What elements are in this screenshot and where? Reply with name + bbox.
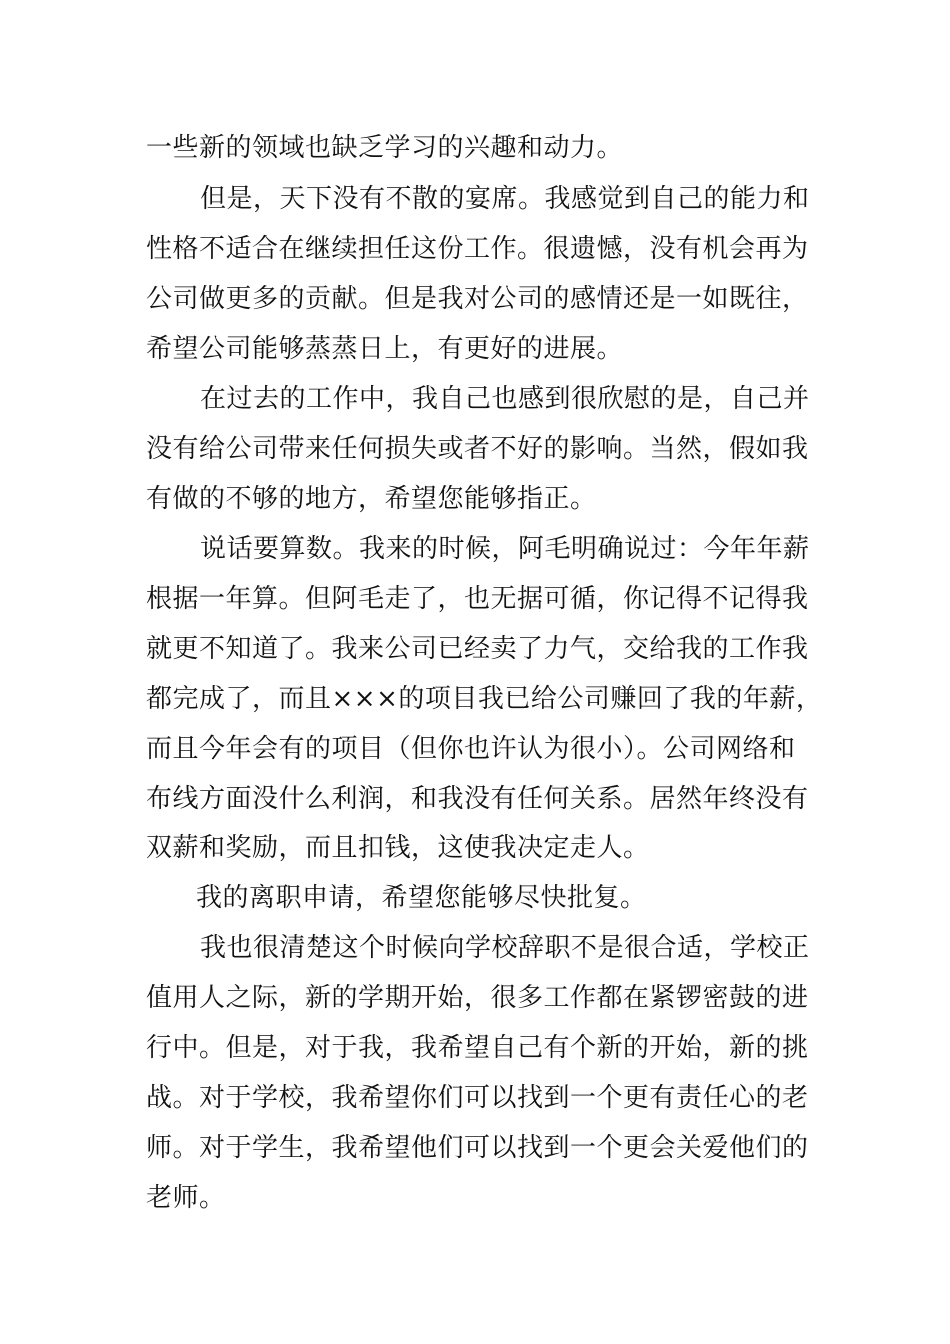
text-line-9: 说话要算数。我来的时候，阿毛明确说过：今年年薪 (200, 534, 810, 564)
text-line-1: 一些新的领域也缺乏学习的兴趣和动力。 (146, 133, 624, 163)
text-line-3: 性格不适合在继续担任这份工作。很遗憾，没有机会再为 (146, 234, 809, 264)
text-line-16: 我的离职申请，希望您能够尽快批复。 (196, 883, 647, 913)
text-line-6: 在过去的工作中，我自己也感到很欣慰的是，自己并 (200, 384, 810, 414)
text-line-2: 但是，天下没有不散的宴席。我感觉到自己的能力和 (200, 184, 810, 214)
text-line-17: 我也很清楚这个时候向学校辞职不是很合适，学校正 (200, 933, 810, 963)
text-line-20: 战。对于学校，我希望你们可以找到一个更有责任心的老 (146, 1083, 809, 1113)
text-line-21: 师。对于学生，我希望他们可以找到一个更会关爱他们的 (146, 1133, 809, 1163)
text-line-13: 而且今年会有的项目（但你也许认为很小）。公司网络和 (146, 734, 796, 764)
text-line-14: 布线方面没什么利润，和我没有任何关系。居然年终没有 (146, 784, 809, 814)
text-line-4: 公司做更多的贡献。但是我对公司的感情还是一如既往， (146, 284, 809, 314)
text-line-22: 老师。 (146, 1183, 226, 1213)
text-line-8: 有做的不够的地方，希望您能够指正。 (146, 484, 597, 514)
text-line-18: 值用人之际，新的学期开始，很多工作都在紧锣密鼓的进 (146, 983, 809, 1013)
text-line-7: 没有给公司带来任何损失或者不好的影响。当然，假如我 (146, 434, 809, 464)
text-line-11: 就更不知道了。我来公司已经卖了力气，交给我的工作我 (146, 634, 809, 664)
text-line-19: 行中。但是，对于我，我希望自己有个新的开始，新的挑 (146, 1033, 809, 1063)
text-line-5: 希望公司能够蒸蒸日上，有更好的进展。 (146, 334, 624, 364)
text-line-12: 都完成了，而且×××的项目我已给公司赚回了我的年薪， (146, 684, 823, 714)
text-line-10: 根据一年算。但阿毛走了，也无据可循，你记得不记得我 (146, 584, 809, 614)
text-line-15: 双薪和奖励，而且扣钱，这使我决定走人。 (146, 833, 650, 863)
